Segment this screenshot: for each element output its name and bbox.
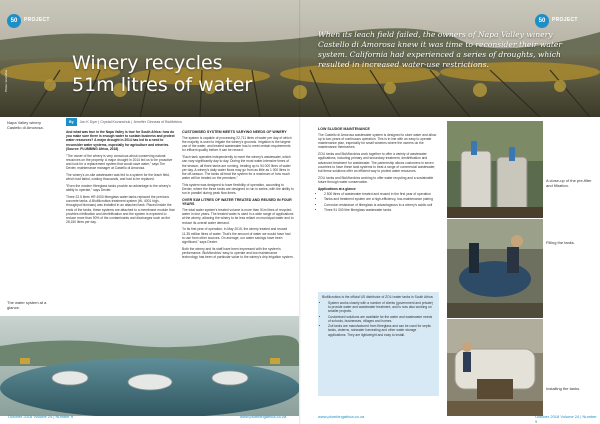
footer-website-right[interactable]: www.plumbingafrica.co.za	[318, 414, 365, 419]
col3-subheading: Applications at a glance	[318, 186, 356, 191]
col3-bullet: • Corrosion resistance of fibreglass is advantageous to a winery's acidic soil	[324, 203, 439, 207]
article-column-2	[182, 130, 294, 262]
col3-paragraph: The Castello di Amorosa wastewater system is designed to store water and allow up to two years of continuous operation. This is in line with an easy to operate maintenance plan, especially for small wineries where the owners do the maintenance themselves.	[318, 132, 437, 150]
sidebar-bullet: • Zoli tanks are manufactured from fibreglass and can be used for septic tanks, cisterns, rainwater harvesting and other water storage applications. They are lightweight and easy to install.	[328, 324, 435, 337]
col3-bullet-list	[318, 192, 439, 212]
water-treatment-illustration	[0, 316, 299, 416]
col2-paragraph: The total water system's treated volume is more than 51m litres of recycled water in four years. The treated water is used in a wide range of applications at the winery, allowing the winery to be less reliant on municipal water and to reduce its overall water demand.	[182, 208, 294, 225]
tank-filling-photo	[447, 219, 543, 318]
article-headline	[72, 52, 252, 96]
col1-lead: And what was true in the Napa Valley is true for South Africa: how do you make sure there is enough water to sustain business and protect water resources? A major drought in 2014 has led to a need to reconsider water systems, especially for agriculture and wineries. (Source: PLUMBING Africa, 2018)	[66, 130, 175, 151]
article-column-1	[66, 130, 175, 227]
col3-paragraph: ZOLI tanks and BioMicrobics working to offer water recycling and a sustainable future through water conservation.	[318, 175, 434, 184]
col3-bullet: • Three 51 000 litre fibreglass wastewater tanks	[324, 208, 439, 212]
col1-paragraph: "Even the modern fibreglass tanks provide an advantage to the winery's ability to operate," says Dexter.	[66, 184, 171, 193]
sidebar-intro: BioMicrobics is the official US distributor of ZOLI water tanks in South Africa:	[322, 295, 434, 299]
article-intro: When its leach field failed, the owners of Napa Valley winery Castello di Amorosa knew it was time to reconsider their water system. California had experienced a series of droughts, which resulted in increased water-use restrictions.	[318, 30, 563, 69]
filter-illustration	[447, 121, 543, 218]
col1-paragraph: The winery's on-site wastewater was fed to a system for the leach field, which had failed, costing thousands, and had to be replaced.	[66, 173, 170, 182]
caption-tank-filling: Filling the tanks.	[546, 240, 575, 245]
page-number-badge-left: 50	[7, 14, 21, 28]
page-fold	[299, 0, 301, 424]
byline-authors: Jon K Dyer | Crystal Kovanchuk | Jennifer Cinneas of BioMetrics	[79, 120, 182, 124]
col2-heading-2: OVER 51M LITRES OF WATER TREATED AND REUSED IN FOUR YEARS	[182, 198, 292, 207]
col1-paragraph: "The owner of the winery is very conscious about conserving natural resources on the property. A major drought in 2014 led us to be proactive and look for a replacement system that would save water," says Tim Dexter, maintenance manager at Castello di Amorosa.	[66, 153, 173, 171]
col2-paragraph: "Each tank operates independently to meet the winery's wastewater, which can vary significantly day to day. During the most water-intensive times of the season, all three tanks are running, treating up to 94 000 litres of water per day. A winery's daily water flows may go from as little as 1 000 litres in the off-season. The tanks all treat the system for a maximum of how much water will be treated on the premises."	[182, 155, 291, 181]
col2-heading-1: CUSTOMISED SYSTEM MEETS VARYING NEEDS OF WINERY	[182, 130, 287, 134]
footer-website-left[interactable]: www.plumbingafrica.co.za	[240, 414, 287, 419]
col2-paragraph: "In its first year of operation, in May 2015, the winery treated and reused 11.35 million litres of water. That's the amount of water we would have had to use from other sources. On average, our water savings have been significant," says Dexter.	[182, 227, 291, 245]
col1-paragraph: Three 22.5 litres HR 4000 fibreglass water tanks replaced the previous concrete tanks. A BioMicrobics treatment system (HL 4001 high-throughput biomass) was installed in an attached tank. Placed inside the ends of the tanks, these systems are attached to a membrane module that provides nitrification and denitrification and the system is expected to reduce more than 90% of the contaminants and discharges such as the 28,150 litres per day.	[66, 195, 175, 225]
caption-tank-install: Installing the tanks.	[546, 386, 581, 391]
tank-install-photo	[447, 319, 543, 416]
col3-paragraph: ZOLI tanks and BioMicrobics work together to offer a variety of wastewater applications, including primary and secondary treatment, denitrification and advanced treatment for wastewater. The partnership allows customers in seven countries to have these tank systems to treat a range of commercial wastewater, but these solutions offer an efficient way to protect water resources.	[318, 152, 436, 173]
caption-water-system: The water system at a glance.	[7, 300, 47, 310]
sidebar-bullet: • System works closely with a number of clients (government and private) to provide water and wastewater treatment, and is now also working on smaller projects.	[328, 301, 435, 314]
byline-label: By	[66, 118, 77, 126]
sidebar-info-box	[318, 292, 439, 396]
photo-credit: Photo: Grundfos	[4, 70, 8, 92]
headline-line-1: Winery recycles	[72, 52, 223, 74]
col2-paragraph: This system was designed to have flexibility of operation, according to Dexter, where the three tanks are designed to run in series, with the ability to run in parallel during peak flow times.	[182, 182, 294, 196]
tank-install-illustration	[447, 319, 543, 416]
caption-vineyard: Napa Valley winery Castello di Amorosa.	[7, 120, 44, 130]
section-label-left: PROJECT	[24, 17, 50, 23]
water-treatment-photo	[0, 316, 299, 416]
col3-bullet: • 2 500 litres of wastewater treated and reused in the first year of operation	[324, 192, 439, 196]
caption-closeup: A close-up of the pre-filter and filtration.	[546, 178, 592, 188]
tank-filling-illustration	[447, 219, 543, 318]
footer-issue-right: October 2018 Volume 24 | Number 9	[535, 414, 597, 424]
section-label-right: PROJECT	[552, 17, 578, 23]
page-number-badge-right: 50	[535, 14, 549, 28]
sidebar-bullet-list	[322, 301, 435, 337]
col3-bullet: • Tanks and treatment system are a high-efficiency, low-maintenance pairing	[324, 197, 439, 201]
byline	[66, 118, 296, 126]
headline-line-2: 51m litres of water	[72, 74, 253, 96]
sidebar-bullet: • Customised solutions are available for the water and wastewater needs of schools, businesses, villages and homes.	[328, 315, 435, 323]
col2-paragraph: Both the winery and its staff have been impressed with the system's performance. BioMicrobics' easy to operate and low maintenance technology has been of particular value to the winery's drip irrigation system.	[182, 246, 294, 260]
footer-issue-left: October 2018 Volume 24 | Number 9	[8, 414, 74, 419]
article-column-3	[318, 127, 439, 215]
col3-heading: LOW SLUDGE MAINTENANCE	[318, 127, 370, 131]
filter-closeup-photo	[447, 121, 543, 218]
col2-paragraph: The system is capable of processing 22,711 litres of water per day of which the majority is used to irrigate the winery's grounds. Irrigation is the largest use of the water, and treated wastewater has to meet certain requirements for effluent quality before it can be reused.	[182, 135, 292, 153]
